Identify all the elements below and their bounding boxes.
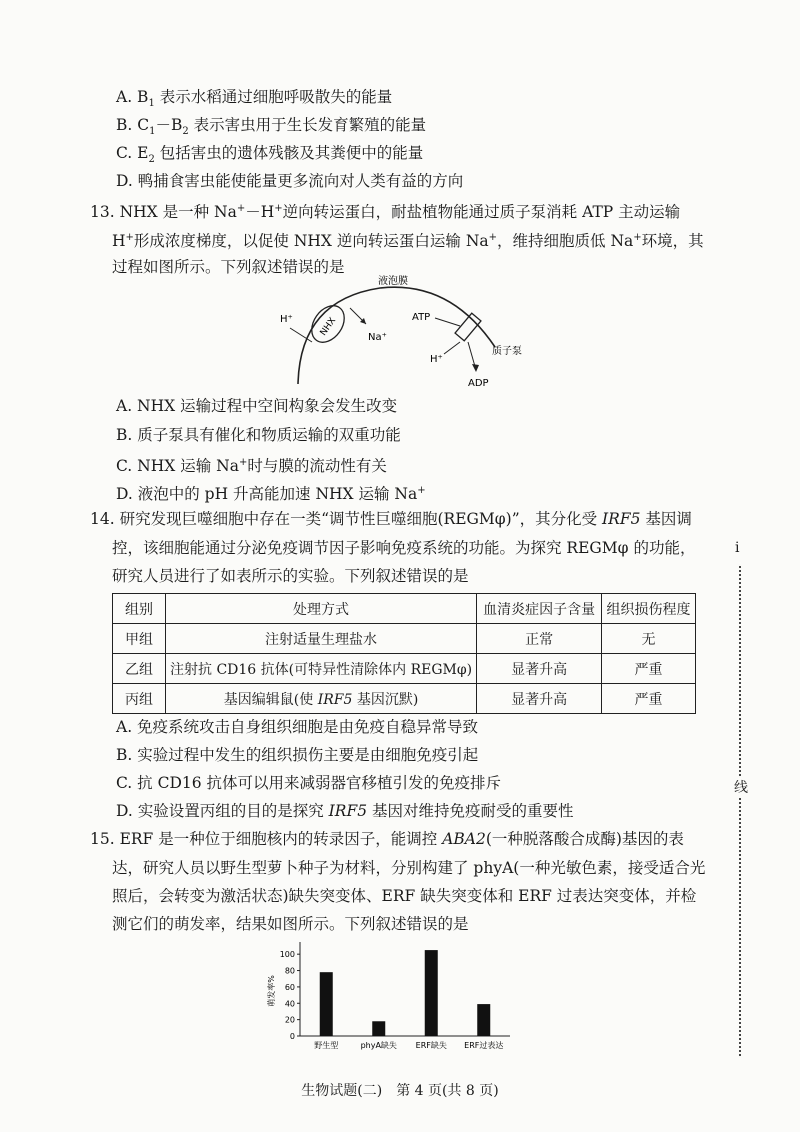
q12-option-a: A. $B_1$ 表示水稻通过细胞呼吸散失的能量 [116, 88, 393, 110]
x-tick-label: ERF过表达 [464, 1041, 504, 1050]
q13-diagram [270, 272, 540, 397]
page-footer: 生物试题(二) 第 4 页(共 8 页) [301, 1083, 499, 1099]
bar [320, 972, 333, 1036]
table-cell: 无 [602, 624, 696, 654]
bar [372, 1021, 385, 1036]
table-row [113, 654, 696, 684]
q14-table [112, 593, 696, 714]
x-tick-label: ERF缺失 [415, 1041, 447, 1050]
q14-stem-line1: 14. 研究发现巨噬细胞中存在一类“调节性巨噬细胞(REGMφ)”，其分化受 IRF5 基因调 [90, 510, 692, 528]
y-tick-label: 100 [279, 950, 295, 960]
q15-stem-line1: 15. ERF 是一种位于细胞核内的转录因子，能调控 ABA2(一种脱落酸合成酶)基因的表 [90, 830, 684, 848]
table-header: 组织损伤程度 [602, 594, 696, 624]
table-header: 组别 [113, 594, 166, 624]
q14-option-a: A. 免疫系统攻击自身组织细胞是由免疫自稳异常导致 [116, 718, 479, 736]
table-cell: 显著升高 [477, 684, 602, 714]
q14-option-d: D. 实验设置丙组的目的是探究 IRF5 基因对维持免疫耐受的重要性 [116, 802, 574, 820]
q13-option-d: D. 液泡中的 pH 升高能加速 NHX 运输 Na+ [116, 485, 426, 504]
binding-dotted-line [739, 566, 741, 1056]
q12-option-b: B. $C_1-B_2$ 表示害虫用于生长发育繁殖的能量 [116, 116, 427, 138]
h-left-label: H⁺ [280, 314, 293, 325]
margin-char-mid: 线 [734, 777, 748, 797]
na-label: Na⁺ [368, 332, 387, 343]
y-axis-label: 萌发率% [267, 975, 276, 1007]
q15-stem-line3: 照后，会转变为激活状态)缺失突变体、ERF 缺失突变体和 ERF 过表达突变体，并检 [112, 887, 697, 905]
table-cell: 丙组 [113, 684, 166, 714]
table-row [113, 624, 696, 654]
q14-stem-line2: 控，该细胞能通过分泌免疫调节因子影响免疫系统的功能。为探究 REGMφ 的功能， [112, 539, 696, 557]
table-cell: 严重 [602, 654, 696, 684]
q15-stem-line4: 测它们的萌发率，结果如图所示。下列叙述错误的是 [112, 915, 469, 933]
y-tick-label: 80 [284, 966, 295, 976]
q15-stem-line2: 达，研究人员以野生型萝卜种子为材料，分别构建了 phyA(一种光敏色素，接受适合光 [112, 859, 706, 877]
table-cell: 严重 [602, 684, 696, 714]
atp-label: ATP [412, 312, 431, 323]
y-tick-label: 60 [284, 982, 295, 992]
q12-option-c: C. $E_2$ 包括害虫的遗体残骸及其粪便中的能量 [116, 144, 424, 166]
membrane-label: 液泡膜 [378, 276, 408, 287]
table-header-row [113, 594, 696, 624]
q14-option-b: B. 实验过程中发生的组织损伤主要是由细胞免疫引起 [116, 746, 479, 764]
table-header: 处理方式 [166, 594, 477, 624]
q12-option-d: D. 鸭捕食害虫能使能量更多流向对人类有益的方向 [116, 172, 464, 190]
q13-stem-line1: 13. NHX 是一种 Na+－H+逆向转运蛋白，耐盐植物能通过质子泵消耗 ATP 主动运输 [90, 203, 681, 222]
x-tick-label: 野生型 [314, 1041, 339, 1050]
table-cell: 正常 [477, 624, 602, 654]
adp-label: ADP [468, 378, 489, 389]
q14-option-c: C. 抗 CD16 抗体可以用来减弱器官移植引发的免疫排斥 [116, 774, 502, 792]
proton-pump [455, 313, 481, 341]
table-row [113, 684, 696, 714]
q15-bar-chart [262, 940, 522, 1058]
y-tick-label: 40 [284, 999, 295, 1009]
table-header: 血清炎症因子含量 [477, 594, 602, 624]
table-cell: 显著升高 [477, 654, 602, 684]
q13-option-c: C. NHX 运输 Na+时与膜的流动性有关 [116, 457, 387, 476]
x-tick-label: phyA缺失 [360, 1041, 397, 1050]
q13-option-b: B. 质子泵具有催化和物质运输的双重功能 [116, 426, 401, 444]
table-cell: 注射适量生理盐水 [166, 624, 477, 654]
q13-stem-line2: H+形成浓度梯度，以促使 NHX 逆向转运蛋白运输 Na+，维持细胞质低 Na+环境，其 [112, 232, 704, 251]
q13-stem-line3: 过程如图所示。下列叙述错误的是 [112, 258, 345, 276]
bar [477, 1004, 490, 1036]
h-right-label: H⁺ [430, 354, 443, 365]
q14-stem-line3: 研究人员进行了如表所示的实验。下列叙述错误的是 [112, 567, 469, 585]
table-cell: 注射抗 CD16 抗体(可特异性清除体内 REGMφ) [166, 654, 477, 684]
y-tick-label: 0 [289, 1032, 295, 1041]
table-cell: 基因编辑鼠(使 IRF5 基因沉默) [166, 684, 477, 714]
margin-char-top: i [735, 540, 740, 556]
table-cell: 甲组 [113, 624, 166, 654]
nhx-label: NHX [318, 315, 339, 338]
pump-label: 质子泵 [492, 346, 522, 357]
q13-option-a: A. NHX 运输过程中空间构象会发生改变 [116, 397, 398, 415]
table-cell: 乙组 [113, 654, 166, 684]
bar [425, 950, 438, 1036]
y-tick-label: 20 [284, 1015, 295, 1025]
